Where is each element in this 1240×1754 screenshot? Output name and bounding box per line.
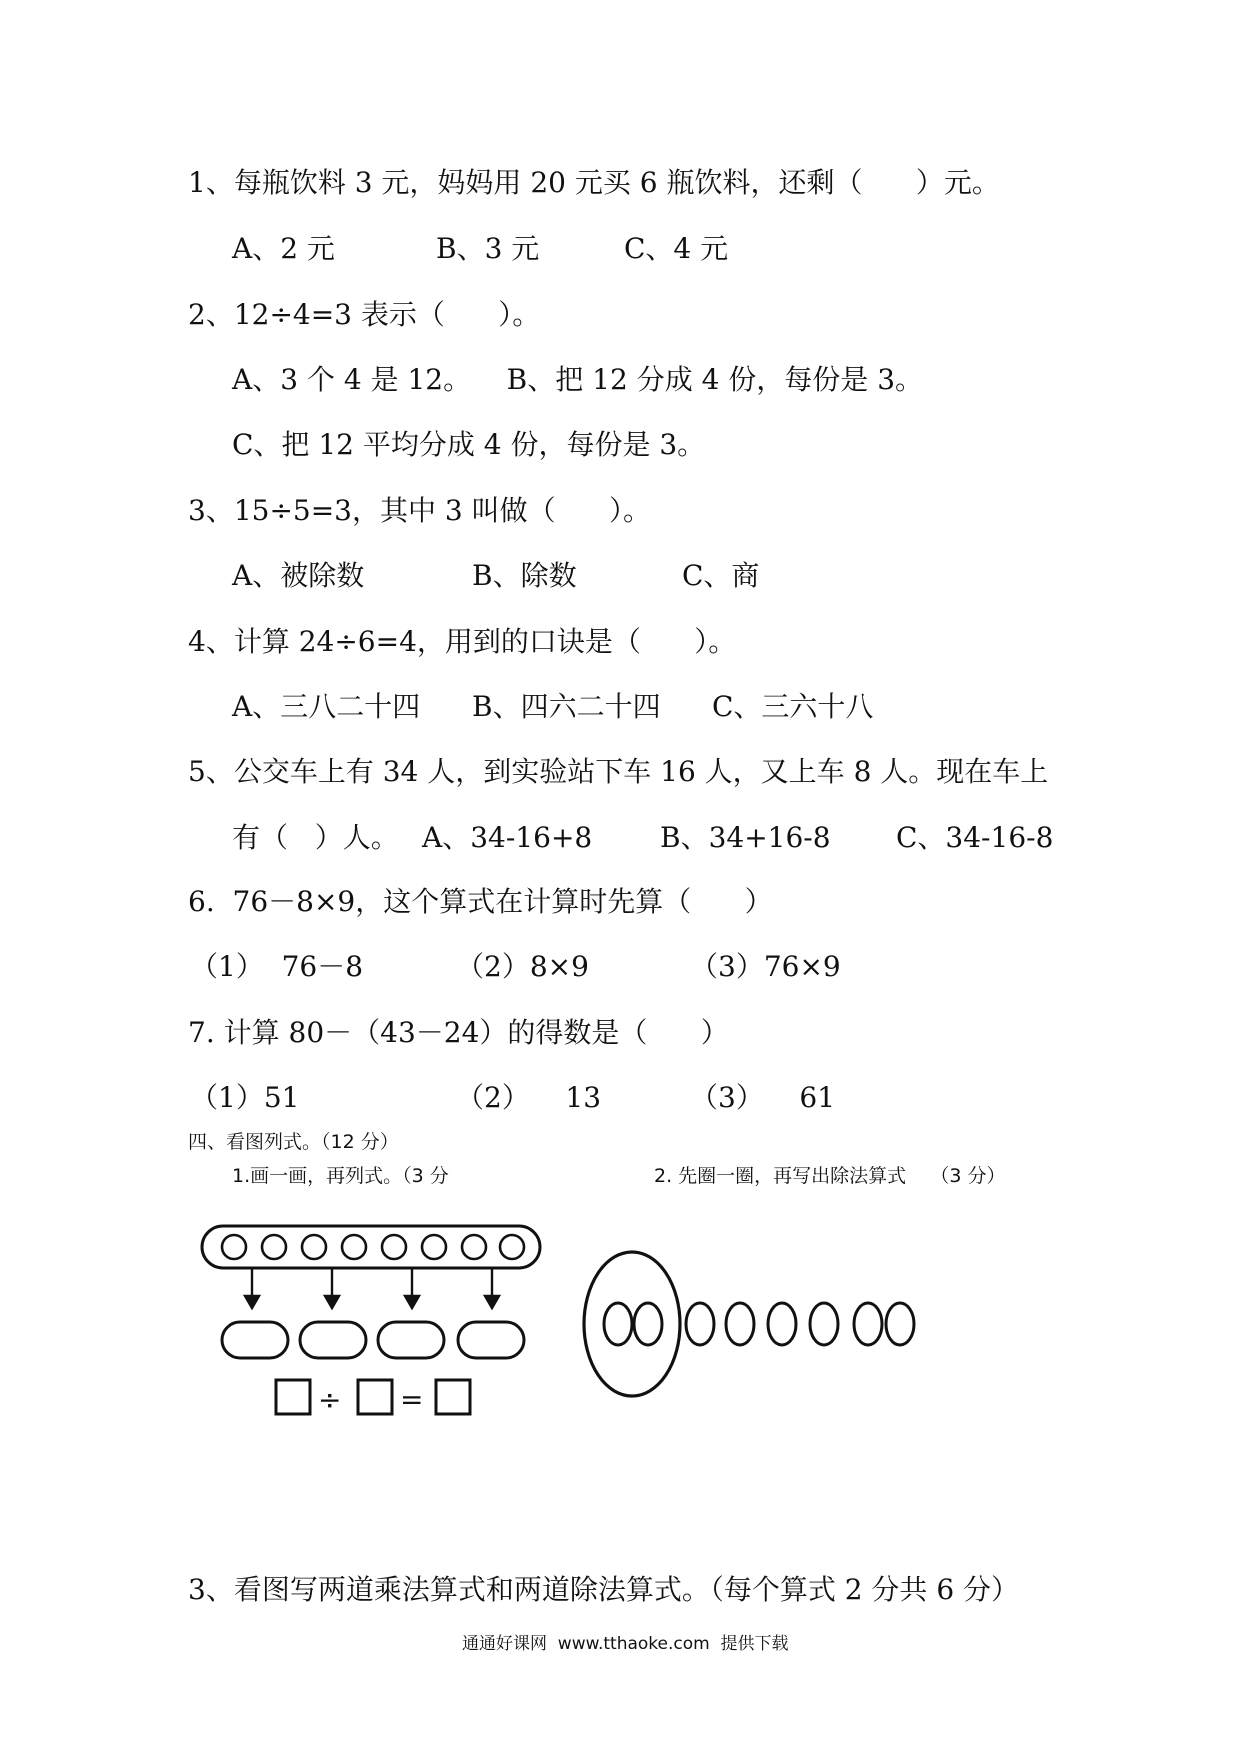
section-4-title: 四、看图列式。（12 分）	[188, 1131, 399, 1153]
section-4-question-3: 3、看图写两道乘法算式和两道除法算式。（每个算式 2 分共 6 分）	[188, 1573, 1020, 1606]
q1-option-b: B、3 元	[436, 232, 540, 265]
figure-circle-groups	[576, 1246, 936, 1406]
answer-box	[436, 1380, 470, 1414]
arrow-down-icon	[405, 1296, 419, 1308]
question-6-stem: 6. 76－8×9，这个算式在计算时先算（ ）	[188, 885, 773, 918]
question-5-stem-cont: 有（ ）人。	[232, 821, 399, 854]
question-3-stem: 3、15÷5=3，其中 3 叫做（ ）。	[188, 494, 652, 527]
item-oval	[634, 1303, 662, 1345]
question-5-stem: 5、公交车上有 34 人，到实验站下车 16 人，又上车 8 人。现在车上	[188, 755, 1049, 788]
group-oval	[222, 1322, 288, 1358]
section-4-part-2: 2. 先圈一圈，再写出除法算式 （3 分）	[654, 1165, 1006, 1187]
q3-option-c: C、商	[682, 559, 760, 592]
question-2-stem: 2、12÷4=3 表示（ ）。	[188, 298, 541, 331]
q3-option-b: B、除数	[472, 559, 577, 592]
footer-source: 通通好课网 www.tthaoke.com 提供下载	[462, 1634, 789, 1654]
question-4-stem: 4、计算 24÷6=4，用到的口诀是（ ）。	[188, 625, 737, 658]
q7-option-2: （2） 13	[456, 1081, 602, 1114]
q6-option-1: （1） 76－8	[190, 950, 364, 983]
answer-box	[358, 1380, 392, 1414]
q6-option-3: （3）76×9	[690, 950, 841, 983]
item-oval	[726, 1303, 754, 1345]
item-oval	[686, 1303, 714, 1345]
item-oval	[604, 1303, 632, 1345]
q4-option-c: C、三六十八	[712, 690, 874, 723]
circle-bar	[202, 1226, 540, 1268]
item-oval	[854, 1303, 882, 1345]
item-oval	[886, 1303, 914, 1345]
q7-option-1: （1）51	[190, 1081, 300, 1114]
q5-option-a: A、34-16+8	[422, 821, 593, 854]
item-circle	[262, 1235, 286, 1259]
item-oval	[768, 1303, 796, 1345]
group-oval	[300, 1322, 366, 1358]
question-1-stem: 1、每瓶饮料 3 元，妈妈用 20 元买 6 瓶饮料，还剩（ ）元。	[188, 166, 1000, 199]
q1-option-a: A、2 元	[232, 232, 335, 265]
q6-option-2: （2）8×9	[456, 950, 589, 983]
q5-option-b: B、34+16-8	[660, 821, 831, 854]
q4-option-a: A、三八二十四	[232, 690, 421, 723]
arrow-down-icon	[325, 1296, 339, 1308]
q1-option-c: C、4 元	[624, 232, 729, 265]
item-circle	[500, 1235, 524, 1259]
division-sign: ÷	[318, 1383, 342, 1416]
q3-option-a: A、被除数	[232, 559, 365, 592]
answer-box	[276, 1380, 310, 1414]
section-4-part-1: 1.画一画，再列式。（3 分	[232, 1165, 449, 1187]
item-circle	[302, 1235, 326, 1259]
arrow-down-icon	[245, 1296, 259, 1308]
arrow-down-icon	[485, 1296, 499, 1308]
q4-option-b: B、四六二十四	[472, 690, 661, 723]
item-circle	[382, 1235, 406, 1259]
figure-divide-into-groups	[196, 1218, 556, 1428]
q5-option-c: C、34-16-8	[896, 821, 1054, 854]
question-7-stem: 7. 计算 80－（43－24）的得数是（ ）	[188, 1016, 729, 1049]
item-circle	[222, 1235, 246, 1259]
q2-options-line-1: A、3 个 4 是 12。 B、把 12 分成 4 份，每份是 3。	[232, 363, 924, 396]
item-circle	[342, 1235, 366, 1259]
equals-sign: =	[400, 1383, 424, 1416]
q2-options-line-2: C、把 12 平均分成 4 份，每份是 3。	[232, 428, 706, 461]
group-oval	[378, 1322, 444, 1358]
item-circle	[422, 1235, 446, 1259]
q7-option-3: （3） 61	[690, 1081, 836, 1114]
item-circle	[462, 1235, 486, 1259]
group-oval	[458, 1322, 524, 1358]
item-oval	[810, 1303, 838, 1345]
